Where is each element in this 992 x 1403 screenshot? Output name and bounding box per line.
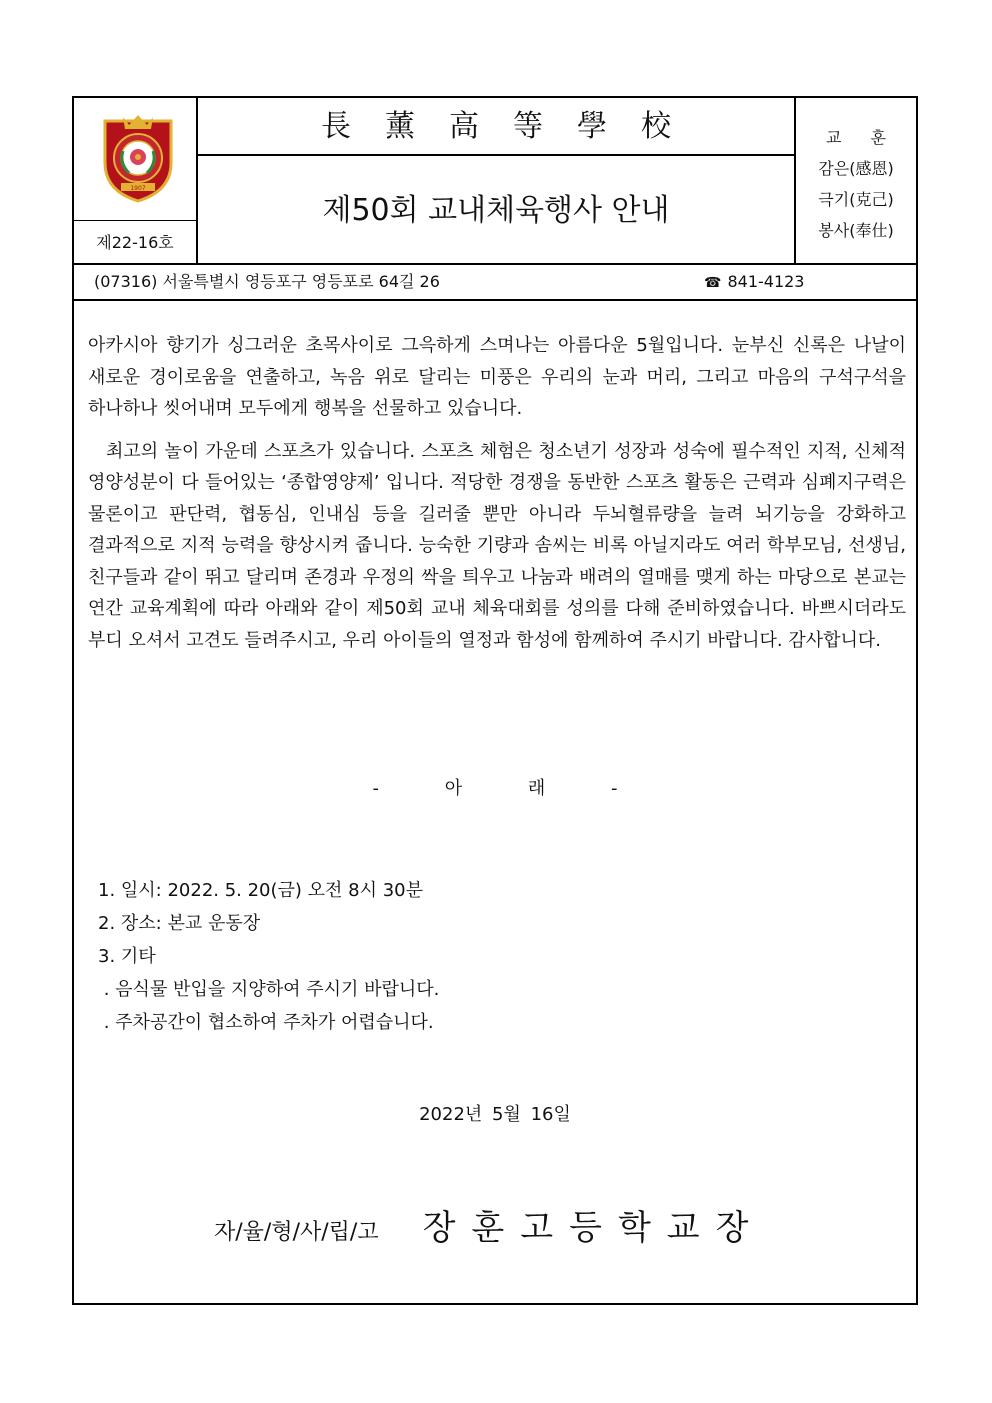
motto-item: 감은(感恩): [818, 159, 894, 178]
document-frame: [72, 96, 918, 1305]
address-bar: [74, 263, 916, 301]
logo-cell: [74, 98, 198, 263]
school-name: 長薰高等學校: [198, 98, 794, 156]
list-item: 3. 기타: [98, 946, 156, 967]
signature-prefix: 자/율/형/사/립/고: [214, 1220, 379, 1245]
motto-item: 극기(克己): [818, 190, 894, 209]
list-item: . 음식물 반입을 지양하여 주시기 바랍니다.: [98, 979, 440, 1000]
arae-heading: - 아 래 -: [372, 778, 618, 799]
list-item: 1. 일시: 2022. 5. 20(금) 오전 8시 30분: [98, 880, 424, 901]
emblem-year: 1907: [130, 185, 146, 192]
phone-value: 841-4123: [727, 272, 805, 291]
issue-number: 제22-16호: [74, 220, 196, 264]
letter-body: [88, 330, 906, 667]
list-item: . 주차공간이 협소하여 주차가 어렵습니다.: [98, 1012, 434, 1033]
paragraph-1: 아카시아 향기가 싱그러운 초목사이로 그윽하게 스며나는 아름다운 5월입니다. 눈부신 신록은 나날이 새로운 경이로움을 연출하고, 녹음 위로 달리는 미풍은 우리의 눈과 머리, 그리고 마음의 구석구석을 하나하나 씻어내며 모두에게 행복을 선물하고 있습니다.: [88, 335, 906, 419]
paragraph-2: 최고의 놀이 가운데 스포츠가 있습니다. 스포츠 체험은 청소년기 성장과 성숙에 필수적인 지적, 신체적 영양성분이 다 들어있는 ‘종합영양제’ 입니다. 적당한 경쟁을 동반한 스포츠 활동은 근력과 심폐지구력은 물론이고 판단력, 협동심, 인내심 등을 길러줄 뿐만 아니라 두뇌혈류량을 늘려 뇌기능을 강화하고 결과적으로 지적 능력을 향상시켜 줍니다. 능숙한 기량과 솜씨는 비록 아닐지라도 여러 학부모님, 선생님, 친구들과 같이 뛰고 달리며 존경과 우정의 싹을 틔우고 나눔과 배려의 열매를 맺게 하는 마당으로 본교는 연간 교육계획에 따라 아래와 같이 제50회 교내 체육대회를 성의를 다해 준비하였습니다. 바쁘시더라도 부디 오셔서 고견도 들려주시고, 우리 아이들의 열정과 함성에 함께하여 주시기 바랍니다. 감사합니다.: [88, 440, 906, 651]
signature-line: [214, 1200, 765, 1249]
school-emblem-icon: [101, 113, 175, 203]
header-block: [74, 98, 916, 265]
document-title: 제50회 교내체육행사 안내: [322, 193, 670, 228]
motto-item: 봉사(奉仕): [818, 221, 894, 240]
motto-label: 교 훈: [826, 128, 898, 147]
phone-icon: ☎: [704, 275, 722, 291]
details-list: [98, 874, 439, 1039]
document-date: 2022년 5월 16일: [419, 1104, 571, 1125]
signature-name: 장훈고등학교장: [422, 1208, 765, 1248]
motto-cell: [794, 98, 916, 263]
school-address: (07316) 서울특별시 영등포구 영등포로 64길 26: [94, 272, 440, 291]
phone-number: [704, 263, 804, 302]
list-item: 2. 장소: 본교 운동장: [98, 913, 261, 934]
